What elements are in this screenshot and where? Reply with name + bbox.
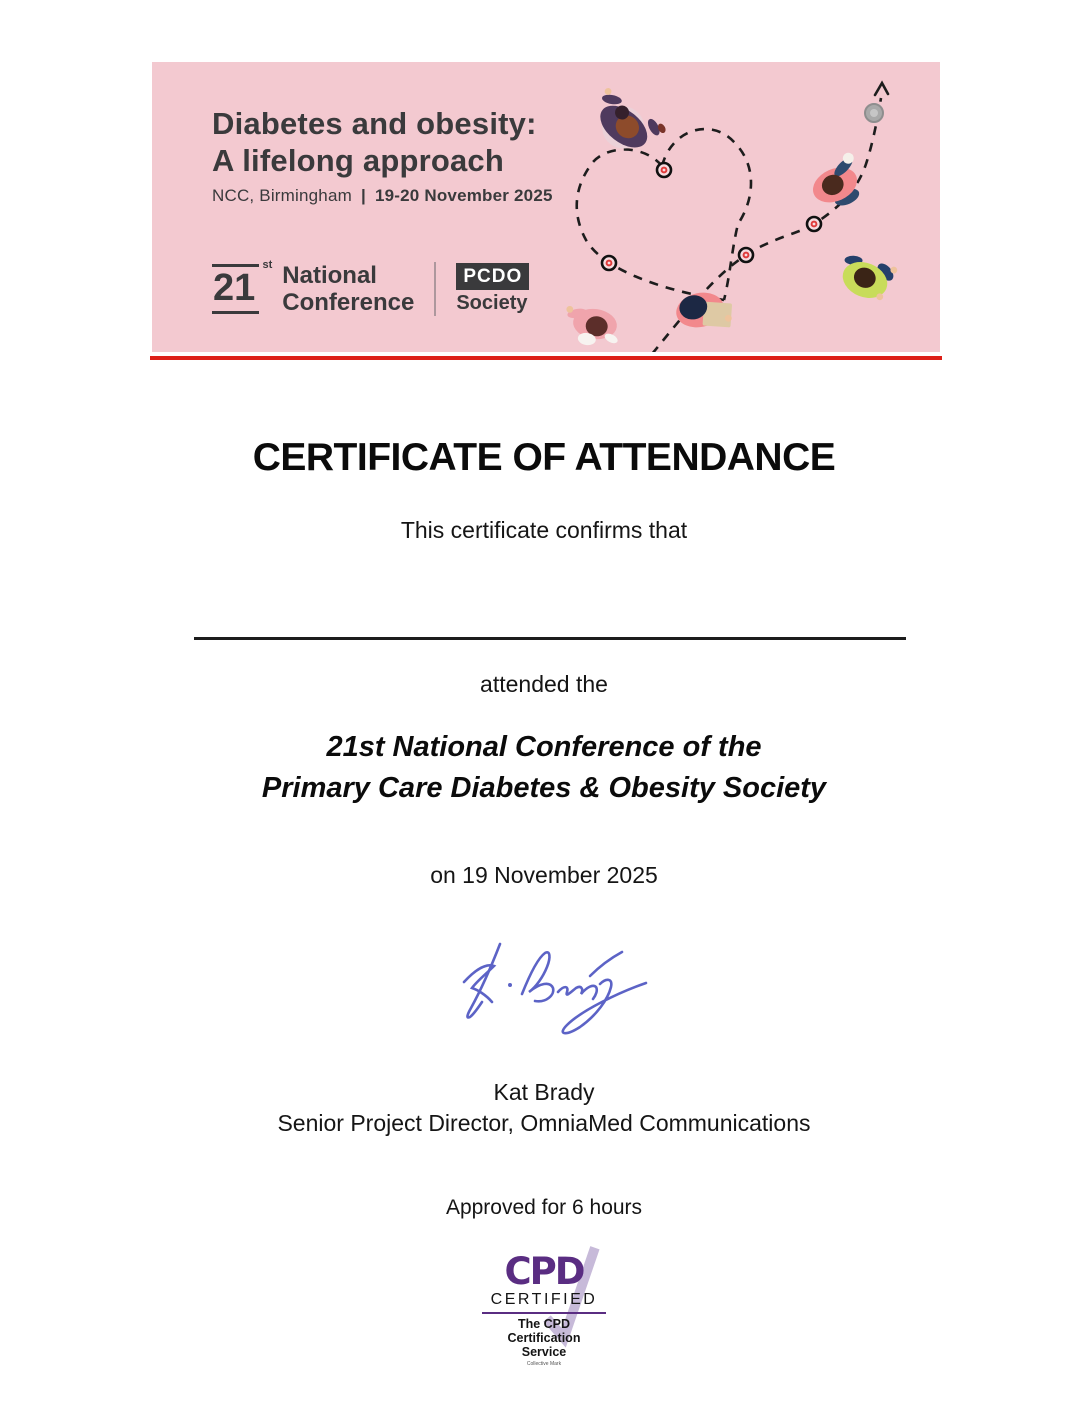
conference-name-line2: Conference	[282, 289, 415, 316]
approval-text: Approved for 6 hours	[445, 1196, 643, 1219]
cpd-collective-mark: Collective Mark	[526, 1361, 562, 1367]
banner-red-rule	[150, 356, 942, 360]
event-title-line2: Primary Care Diabetes & Obesity Society	[261, 772, 827, 804]
attendee-name-line	[194, 614, 906, 640]
person-box-illustration	[673, 287, 737, 338]
conference-logo-row	[212, 259, 529, 316]
conference-name	[282, 262, 414, 316]
waypoint-marker	[807, 217, 821, 231]
certificate-heading: CERTIFICATE OF ATTENDANCE	[252, 436, 836, 479]
cpd-service-line2: Service	[521, 1345, 567, 1359]
banner-subtitle	[212, 186, 940, 206]
cpd-logo-row	[0, 1250, 1088, 1367]
confirms-text: This certificate confirms that	[400, 517, 688, 543]
banner-title	[212, 105, 940, 179]
person-bag-illustration	[562, 305, 623, 350]
attended-text: attended the	[480, 671, 608, 697]
cpd-certified-logo	[480, 1250, 608, 1367]
person-lime-illustration	[833, 246, 900, 306]
separator: |	[360, 186, 366, 205]
waypoint-marker	[739, 248, 753, 262]
waypoint-marker	[602, 256, 616, 270]
conference-ordinal: st	[262, 259, 273, 271]
event-title	[0, 727, 1088, 809]
event-title-line1: 21st National Conference of the	[326, 731, 762, 763]
signature-image	[404, 930, 684, 1045]
conference-name-line1: National	[282, 262, 377, 289]
pcdo-acronym: PCDO	[456, 263, 529, 290]
conference-number-logo	[212, 259, 273, 314]
signatory-name: Kat Brady	[493, 1079, 595, 1105]
banner-title-line2: A lifelong approach	[212, 143, 505, 178]
signatory-block	[0, 1077, 1088, 1139]
logo-divider	[434, 262, 436, 316]
pcdo-society-word: Society	[456, 292, 528, 314]
signatory-title: Senior Project Director, OmniaMed Communications	[277, 1110, 811, 1136]
cpd-rule	[482, 1312, 606, 1314]
pcdo-society-logo	[456, 263, 529, 315]
cpd-service-line1: The CPD Certification	[507, 1317, 581, 1345]
signature-area	[0, 930, 1088, 1050]
venue-text: NCC, Birmingham	[212, 186, 352, 205]
cpd-certified-text: CERTIFIED	[490, 1291, 598, 1308]
conference-number: 21	[212, 264, 259, 314]
event-banner	[152, 62, 940, 352]
banner-title-line1: Diabetes and obesity:	[212, 106, 537, 141]
event-date: on 19 November 2025	[430, 862, 658, 888]
cpd-acronym: CPD	[504, 1250, 584, 1293]
dates-text: 19-20 November 2025	[374, 186, 553, 205]
